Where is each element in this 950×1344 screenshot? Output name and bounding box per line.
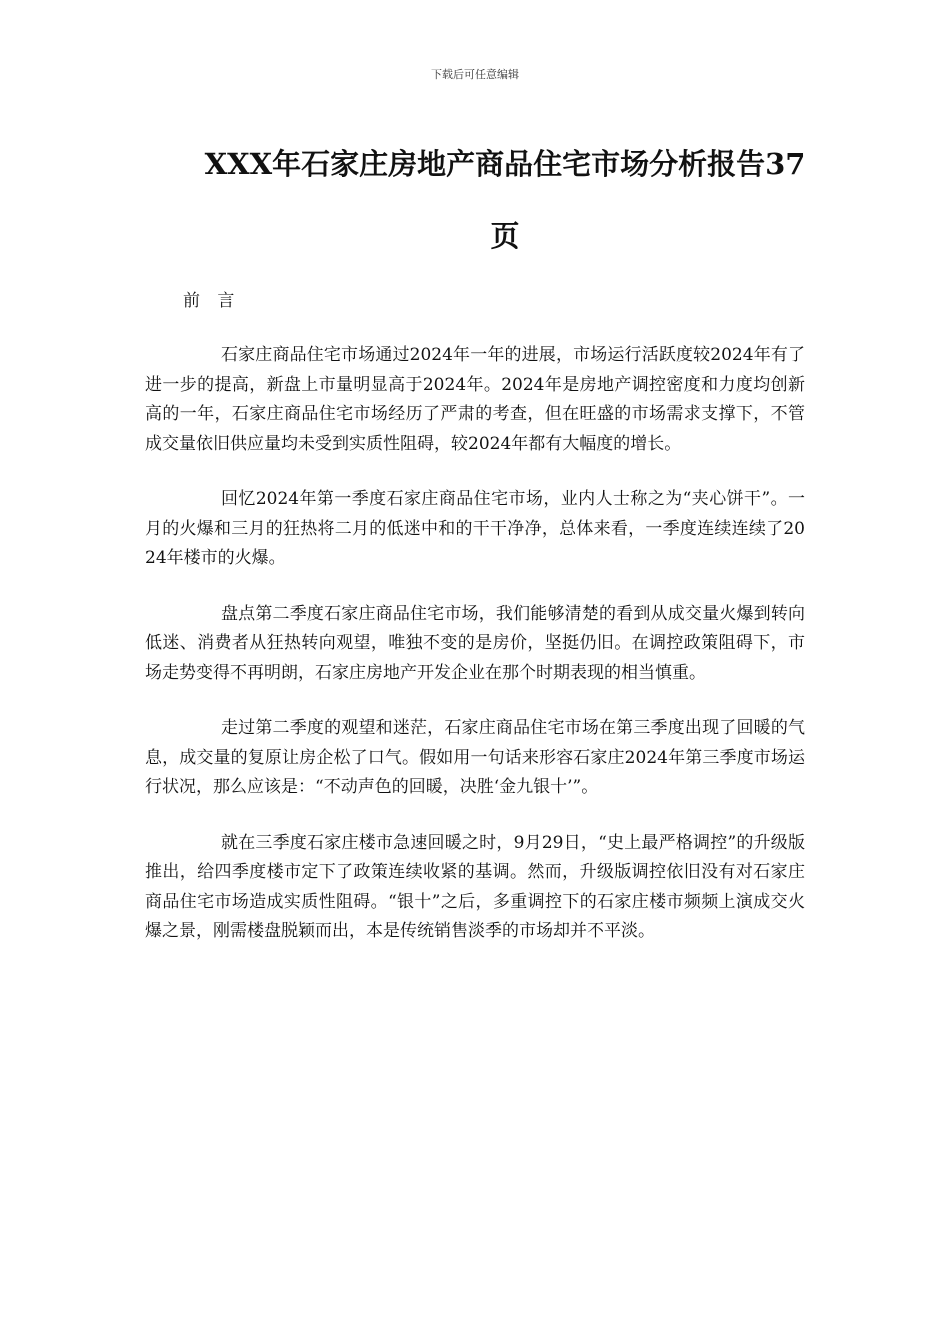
preface-heading: 前 言 <box>183 291 241 311</box>
paragraph: 就在三季度石家庄楼市急速回暖之时，9月29日，“史上最严格调控”的升级版推出，给四季度楼市定下了政策连续收紧的基调。然而，升级版调控依旧没有对石家庄商品住宅市场造成实质性阻碍。“银十”之后，多重调控下的石家庄楼市频频上演成交火爆之景，刚需楼盘脱颖而出，本是传统销售淡季的市场却并不平淡。 <box>145 832 805 941</box>
document-body <box>145 341 805 973</box>
document-title: XXX年石家庄房地产商品住宅市场分析报告37页 <box>204 147 806 253</box>
paragraph: 盘点第二季度石家庄商品住宅市场，我们能够清楚的看到从成交量火爆到转向低迷、消费者从狂热转向观望，唯独不变的是房价，坚挺仍旧。在调控政策阻碍下，市场走势变得不再明朗，石家庄房地产开发企业在那个时期表现的相当慎重。 <box>145 603 805 683</box>
paragraph: 回忆2024年第一季度石家庄商品住宅市场，业内人士称之为“夹心饼干”。一月的火爆和三月的狂热将二月的低迷中和的干干净净，总体来看，一季度连续连续了2024年楼市的火爆。 <box>145 489 805 568</box>
page-header-note: 下载后可任意编辑 <box>431 68 519 81</box>
paragraph: 石家庄商品住宅市场通过2024年一年的进展，市场运行活跃度较2024年有了进一步的提高，新盘上市量明显高于2024年。2024年是房地产调控密度和力度均创新高的一年，石家庄商品住宅市场经历了严肃的考查，但在旺盛的市场需求支撑下，不管成交量依旧供应量均未受到实质性阻碍，较2024年都有大幅度的增长。 <box>145 345 805 454</box>
paragraph: 走过第二季度的观望和迷茫，石家庄商品住宅市场在第三季度出现了回暖的气息，成交量的复原让房企松了口气。假如用一句话来形容石家庄2024年第三季度市场运行状况，那么应该是：“不动声色的回暖，决胜‘金九银十’”。 <box>145 718 805 797</box>
